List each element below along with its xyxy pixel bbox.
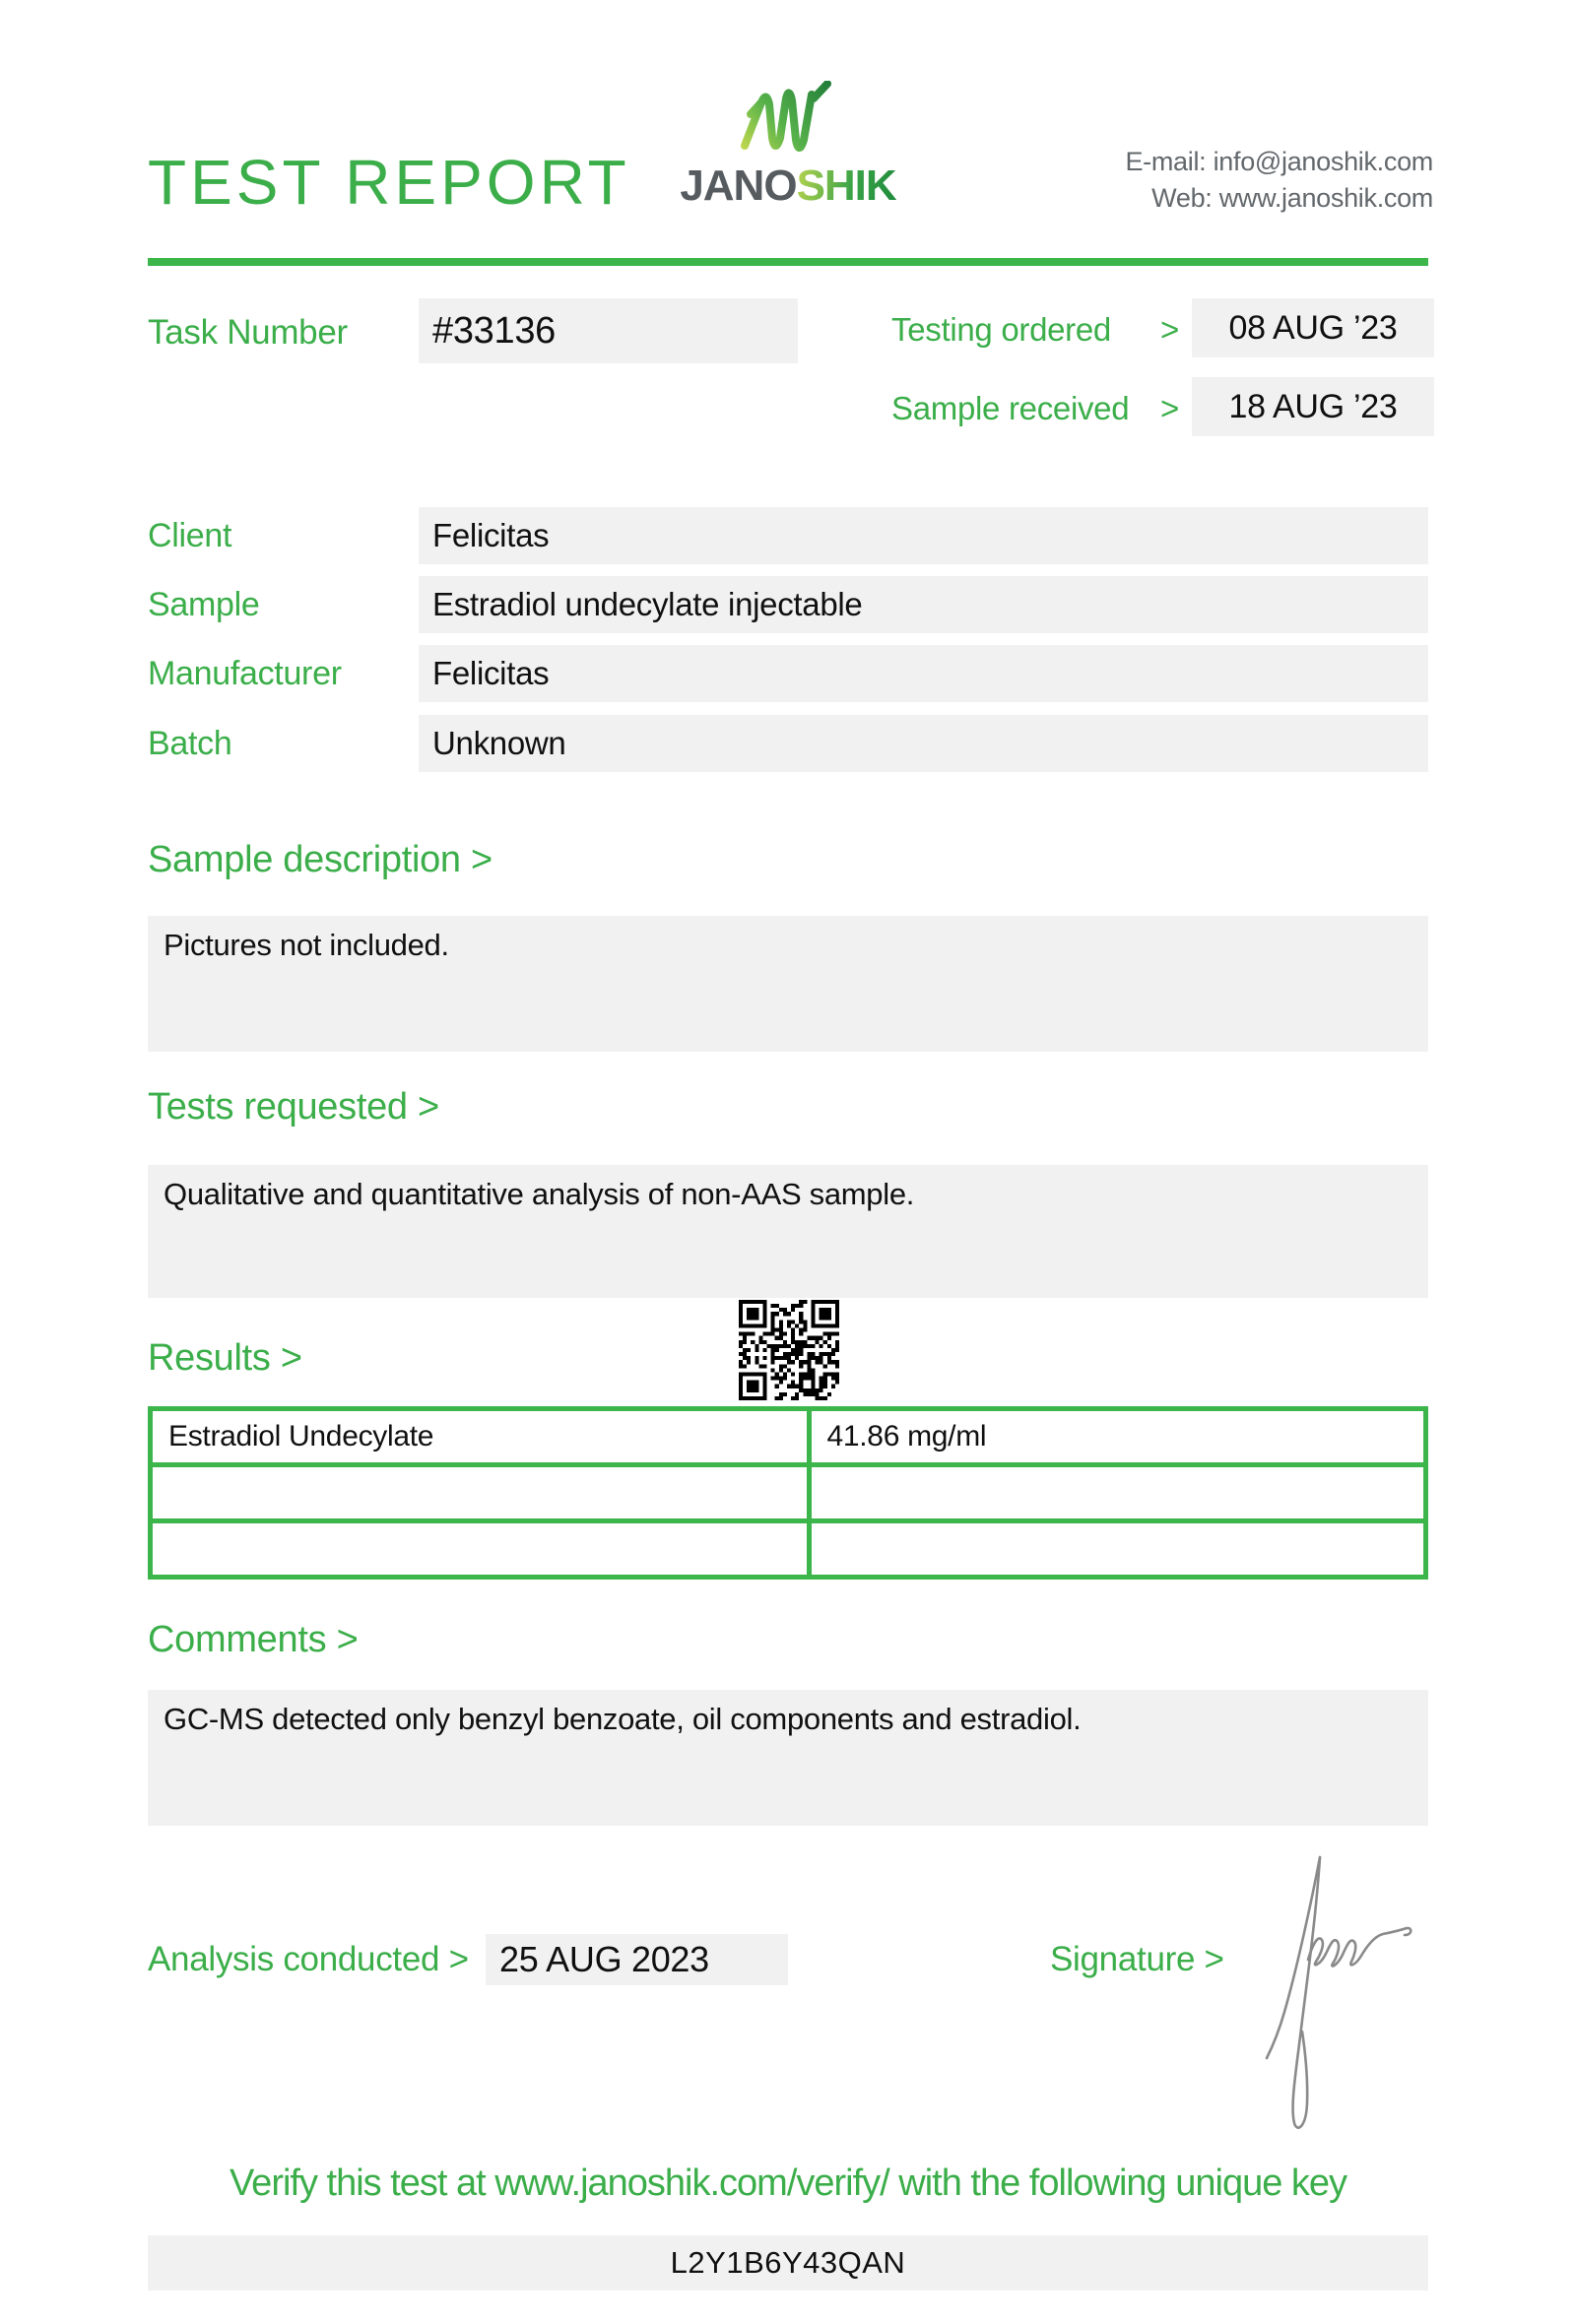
verify-instruction: Verify this test at www.janoshik.com/verify/ with the following unique key (229, 2163, 1347, 2204)
sample-received-row (891, 381, 1179, 436)
results-table (148, 1406, 1428, 1580)
analysis-conducted-value: 25 AUG 2023 (486, 1934, 788, 1985)
testing-ordered-value: 08 AUG ’23 (1192, 298, 1434, 357)
table-row (151, 1409, 1426, 1465)
table-row (151, 1465, 1426, 1521)
logo-shik: SHIK (796, 161, 896, 210)
result-value-cell (809, 1521, 1426, 1578)
sample-received-value: 18 AUG ’23 (1192, 377, 1434, 436)
email-label: E-mail: (1125, 147, 1207, 176)
arrow-icon: > (1160, 311, 1179, 348)
tests-requested-box: Qualitative and quantitative analysis of non-AAS sample. (148, 1165, 1428, 1298)
sample-description-box: Pictures not included. (148, 916, 1428, 1052)
header-divider (148, 258, 1428, 266)
sample-received-label: Sample received (891, 390, 1130, 426)
sample-value: Estradiol undecylate injectable (419, 576, 1428, 633)
page-title: TEST REPORT (148, 147, 630, 218)
client-value: Felicitas (419, 507, 1428, 564)
qr-code (739, 1300, 839, 1400)
result-substance-cell (151, 1521, 810, 1578)
janoshik-logo (640, 161, 936, 211)
result-substance-cell (151, 1465, 810, 1521)
tests-requested-heading: Tests requested > (148, 1086, 439, 1128)
rising-chart-icon (741, 81, 835, 163)
result-substance-cell: Estradiol Undecylate (151, 1409, 810, 1465)
verify-key: L2Y1B6Y43QAN (148, 2235, 1428, 2291)
arrow-icon: > (1160, 390, 1179, 426)
signature-label: Signature > (1050, 1940, 1224, 1978)
client-label: Client (148, 517, 232, 554)
result-value-cell (809, 1465, 1426, 1521)
analysis-conducted-label: Analysis conducted > (148, 1940, 469, 1978)
manufacturer-value: Felicitas (419, 645, 1428, 702)
results-heading: Results > (148, 1337, 302, 1379)
table-row (151, 1521, 1426, 1578)
comments-box: GC-MS detected only benzyl benzoate, oil components and estradiol. (148, 1690, 1428, 1826)
web-value: www.janoshik.com (1218, 183, 1433, 213)
result-value-cell: 41.86 mg/ml (809, 1409, 1426, 1465)
batch-label: Batch (148, 725, 232, 762)
testing-ordered-label: Testing ordered (891, 311, 1111, 348)
comments-heading: Comments > (148, 1619, 359, 1660)
email-value: info@janoshik.com (1213, 147, 1433, 176)
contact-info (1125, 144, 1433, 217)
batch-value: Unknown (419, 715, 1428, 772)
task-number-value: #33136 (419, 298, 798, 363)
task-number-label: Task Number (148, 313, 348, 352)
web-label: Web: (1151, 183, 1213, 213)
testing-ordered-row (891, 302, 1179, 357)
web-line (1125, 180, 1433, 217)
email-line (1125, 144, 1433, 180)
logo-jano: JANO (680, 161, 797, 210)
sample-description-heading: Sample description > (148, 839, 492, 880)
manufacturer-label: Manufacturer (148, 655, 342, 692)
sample-label: Sample (148, 586, 260, 623)
handwritten-signature (1243, 1840, 1420, 2145)
